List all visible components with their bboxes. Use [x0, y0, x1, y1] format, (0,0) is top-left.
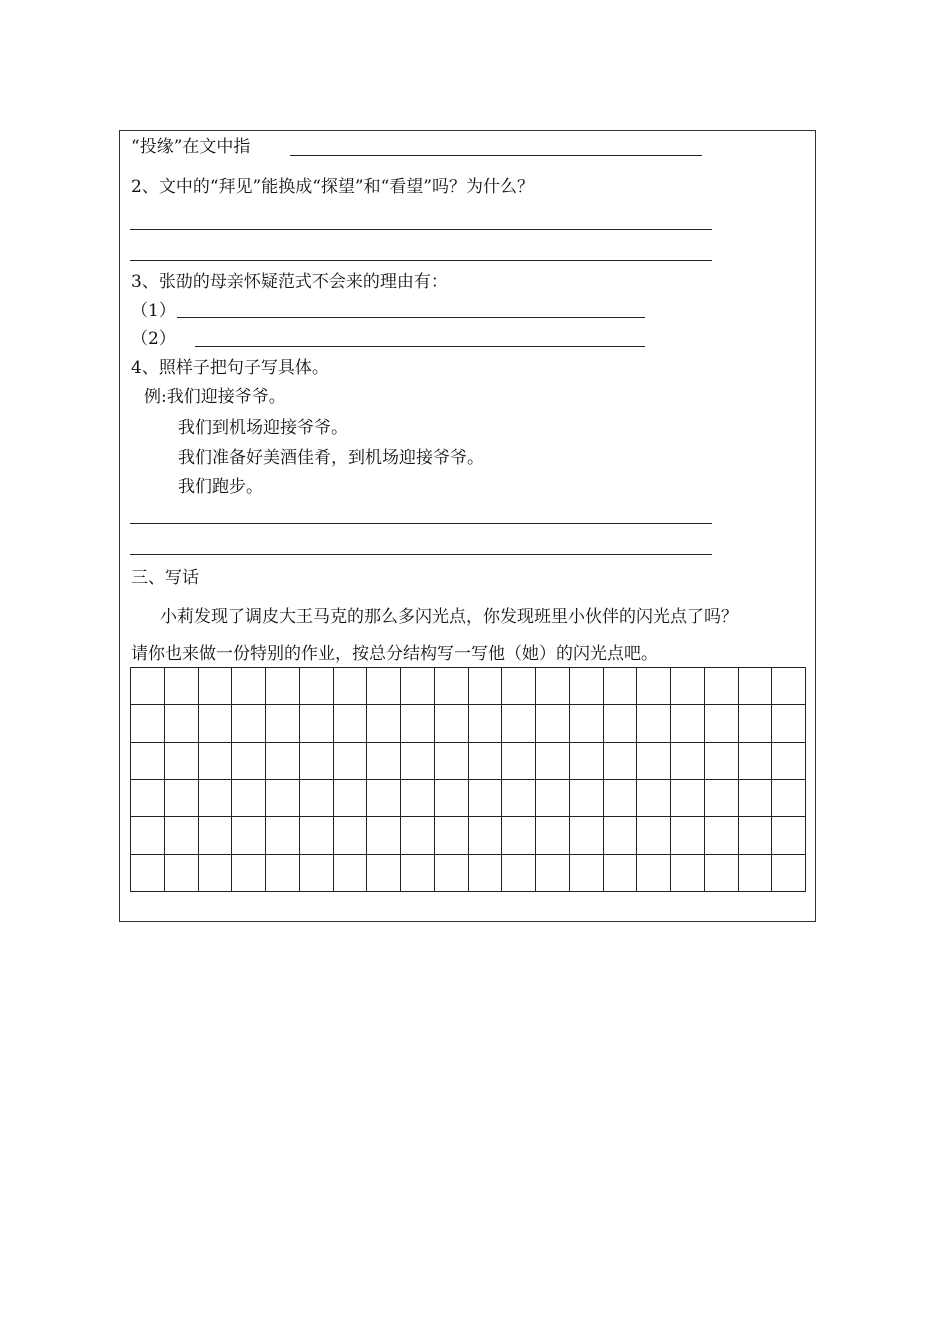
grid-cell[interactable]: [502, 705, 536, 742]
grid-cell[interactable]: [704, 705, 738, 742]
grid-cell[interactable]: [198, 854, 232, 891]
grid-cell[interactable]: [772, 817, 806, 854]
grid-cell[interactable]: [468, 742, 502, 779]
grid-cell[interactable]: [333, 854, 367, 891]
grid-cell[interactable]: [502, 742, 536, 779]
grid-cell[interactable]: [637, 854, 671, 891]
grid-cell[interactable]: [367, 779, 401, 816]
grid-cell[interactable]: [704, 779, 738, 816]
grid-cell[interactable]: [333, 742, 367, 779]
grid-cell[interactable]: [569, 779, 603, 816]
grid-cell[interactable]: [131, 779, 165, 816]
grid-cell[interactable]: [637, 668, 671, 705]
grid-cell[interactable]: [603, 817, 637, 854]
grid-cell[interactable]: [671, 668, 705, 705]
grid-cell[interactable]: [738, 854, 772, 891]
grid-cell[interactable]: [637, 705, 671, 742]
grid-cell[interactable]: [266, 779, 300, 816]
grid-cell[interactable]: [772, 742, 806, 779]
grid-cell[interactable]: [333, 817, 367, 854]
grid-cell[interactable]: [536, 668, 570, 705]
grid-cell[interactable]: [434, 668, 468, 705]
grid-cell[interactable]: [367, 854, 401, 891]
q3-text: 3、张劭的母亲怀疑范式不会来的理由有：: [131, 272, 448, 292]
grid-cell[interactable]: [468, 668, 502, 705]
grid-cell[interactable]: [569, 742, 603, 779]
q3-item-2-label: （2）: [131, 329, 176, 349]
grid-cell[interactable]: [299, 854, 333, 891]
q1-answer-line[interactable]: [290, 155, 702, 156]
grid-cell[interactable]: [232, 854, 266, 891]
grid-cell[interactable]: [131, 742, 165, 779]
grid-cell[interactable]: [198, 817, 232, 854]
grid-cell[interactable]: [299, 779, 333, 816]
grid-cell[interactable]: [266, 817, 300, 854]
grid-cell[interactable]: [164, 668, 198, 705]
grid-cell[interactable]: [772, 854, 806, 891]
grid-cell[interactable]: [468, 779, 502, 816]
grid-cell[interactable]: [164, 854, 198, 891]
grid-cell[interactable]: [198, 705, 232, 742]
grid-cell[interactable]: [671, 705, 705, 742]
section3-title: 三、写话: [131, 568, 199, 588]
grid-row: [131, 817, 806, 854]
grid-cell[interactable]: [704, 668, 738, 705]
q2-answer-line-2[interactable]: [130, 260, 712, 261]
grid-cell[interactable]: [637, 779, 671, 816]
grid-cell[interactable]: [637, 817, 671, 854]
grid-cell[interactable]: [434, 779, 468, 816]
grid-cell[interactable]: [738, 705, 772, 742]
grid-cell[interactable]: [536, 779, 570, 816]
grid-cell[interactable]: [671, 854, 705, 891]
grid-cell[interactable]: [536, 854, 570, 891]
q4-example-line-1: 我们到机场迎接爷爷。: [178, 418, 348, 438]
q2-answer-line-1[interactable]: [130, 229, 712, 230]
grid-cell[interactable]: [401, 705, 435, 742]
grid-cell[interactable]: [434, 705, 468, 742]
q4-task-sentence: 我们跑步。: [178, 477, 263, 497]
grid-cell[interactable]: [738, 668, 772, 705]
grid-cell[interactable]: [738, 742, 772, 779]
q2-text: 2、文中的“拜见”能换成“探望”和“看望”吗？为什么？: [131, 177, 534, 197]
grid-row: [131, 779, 806, 816]
grid-cell[interactable]: [131, 854, 165, 891]
grid-cell[interactable]: [569, 705, 603, 742]
grid-cell[interactable]: [164, 705, 198, 742]
grid-cell[interactable]: [468, 817, 502, 854]
grid-cell[interactable]: [232, 742, 266, 779]
q1-text: “投缘”在文中指: [131, 137, 251, 157]
q3-item-2-answer-line[interactable]: [195, 346, 645, 347]
grid-cell[interactable]: [772, 668, 806, 705]
grid-cell[interactable]: [198, 742, 232, 779]
grid-cell[interactable]: [637, 742, 671, 779]
grid-cell[interactable]: [603, 668, 637, 705]
grid-cell[interactable]: [232, 817, 266, 854]
grid-cell[interactable]: [266, 705, 300, 742]
grid-cell[interactable]: [536, 817, 570, 854]
grid-row: [131, 854, 806, 891]
grid-cell[interactable]: [502, 668, 536, 705]
q4-example-line-2: 我们准备好美酒佳肴，到机场迎接爷爷。: [178, 448, 484, 468]
grid-cell[interactable]: [738, 779, 772, 816]
grid-cell[interactable]: [401, 779, 435, 816]
grid-cell[interactable]: [671, 779, 705, 816]
grid-cell[interactable]: [738, 817, 772, 854]
grid-cell[interactable]: [434, 817, 468, 854]
grid-cell[interactable]: [434, 742, 468, 779]
grid-cell[interactable]: [502, 779, 536, 816]
grid-cell[interactable]: [164, 779, 198, 816]
grid-cell[interactable]: [401, 854, 435, 891]
grid-cell[interactable]: [772, 705, 806, 742]
grid-cell[interactable]: [232, 668, 266, 705]
grid-cell[interactable]: [266, 742, 300, 779]
section3-prompt-line-2: 请你也来做一份特别的作业，按总分结构写一写他（她）的闪光点吧。: [131, 644, 658, 664]
grid-cell[interactable]: [704, 854, 738, 891]
grid-cell[interactable]: [502, 854, 536, 891]
grid-cell[interactable]: [198, 668, 232, 705]
grid-cell[interactable]: [232, 705, 266, 742]
q4-answer-line-2[interactable]: [130, 554, 712, 555]
grid-cell[interactable]: [603, 705, 637, 742]
grid-cell[interactable]: [401, 817, 435, 854]
grid-cell[interactable]: [603, 779, 637, 816]
grid-cell[interactable]: [266, 854, 300, 891]
grid-cell[interactable]: [569, 668, 603, 705]
grid-row: [131, 705, 806, 742]
grid-cell[interactable]: [299, 817, 333, 854]
grid-cell[interactable]: [536, 705, 570, 742]
grid-cell[interactable]: [536, 742, 570, 779]
section3-prompt-line-1: 小莉发现了调皮大王马克的那么多闪光点，你发现班里小伙伴的闪光点了吗？: [160, 607, 738, 627]
grid-cell[interactable]: [266, 668, 300, 705]
q3-item-1-answer-line[interactable]: [177, 317, 645, 318]
grid-cell[interactable]: [434, 854, 468, 891]
grid-cell[interactable]: [299, 668, 333, 705]
grid-cell[interactable]: [333, 779, 367, 816]
grid-cell[interactable]: [401, 742, 435, 779]
grid-cell[interactable]: [299, 705, 333, 742]
grid-cell[interactable]: [131, 817, 165, 854]
grid-cell[interactable]: [603, 742, 637, 779]
grid-cell[interactable]: [367, 705, 401, 742]
q4-text: 4、照样子把句子写具体。: [131, 358, 329, 378]
grid-cell[interactable]: [704, 742, 738, 779]
grid-cell[interactable]: [671, 817, 705, 854]
grid-cell[interactable]: [232, 779, 266, 816]
grid-row: [131, 668, 806, 705]
grid-cell[interactable]: [468, 854, 502, 891]
grid-cell[interactable]: [198, 779, 232, 816]
writing-grid: [130, 667, 806, 892]
grid-cell[interactable]: [367, 668, 401, 705]
grid-cell[interactable]: [131, 705, 165, 742]
grid-cell[interactable]: [772, 779, 806, 816]
grid-cell[interactable]: [367, 742, 401, 779]
grid-cell[interactable]: [164, 742, 198, 779]
grid-cell[interactable]: [299, 742, 333, 779]
grid-cell[interactable]: [333, 668, 367, 705]
grid-cell[interactable]: [401, 668, 435, 705]
q4-example-label: 例:我们迎接爷爷。: [144, 387, 286, 407]
q4-answer-line-1[interactable]: [130, 523, 712, 524]
grid-row: [131, 742, 806, 779]
grid-cell[interactable]: [131, 668, 165, 705]
grid-cell[interactable]: [468, 705, 502, 742]
grid-cell[interactable]: [367, 817, 401, 854]
grid-cell[interactable]: [164, 817, 198, 854]
grid-cell[interactable]: [569, 817, 603, 854]
grid-cell[interactable]: [671, 742, 705, 779]
grid-cell[interactable]: [603, 854, 637, 891]
grid-cell[interactable]: [704, 817, 738, 854]
grid-cell[interactable]: [569, 854, 603, 891]
q3-item-1-label: （1）: [131, 301, 176, 321]
grid-cell[interactable]: [502, 817, 536, 854]
grid-cell[interactable]: [333, 705, 367, 742]
